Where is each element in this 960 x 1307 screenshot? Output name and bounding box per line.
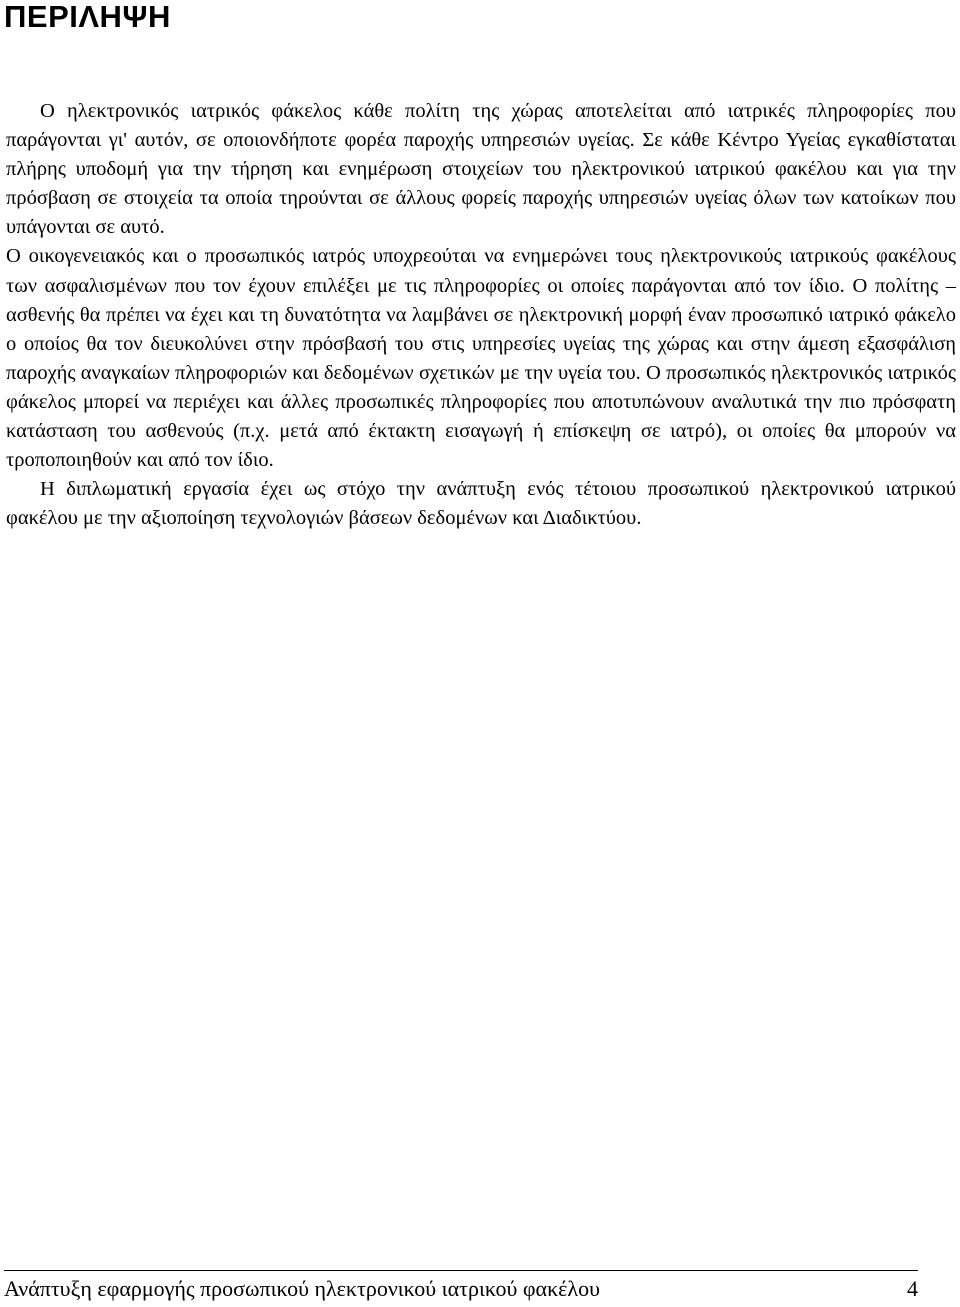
- paragraph-3: Η διπλωματική εργασία έχει ως στόχο την ανάπτυξη ενός τέτοιου προσωπικού ηλεκτρονικού ιατρικού φακέλου με την αξιοποίηση τεχνολογιών βάσεων δεδομένων και Διαδικτύου.: [6, 478, 956, 530]
- paragraph-1: Ο ηλεκτρονικός ιατρικός φάκελος κάθε πολίτη της χώρας αποτελείται από ιατρικές πληροφορίες που παράγονται γι' αυτόν, σε οποιονδήποτε φορέα παροχής υπηρεσιών υγείας. Σε κάθε Κέντρο Υγείας εγκαθίσταται πλήρης υποδομή για την τήρηση και ενημέρωση στοιχείων του ηλεκτρονικού ιατρικού φακέλου και για την πρόσβαση σε στοιχεία τα οποία τηρούνται σε άλλους φορείς παροχής υπηρεσιών υγείας όλων των κατοίκων που υπάγονται σε αυτό.: [6, 100, 956, 239]
- paragraph-2: Ο οικογενειακός και ο προσωπικός ιατρός υποχρεούται να ενημερώνει τους ηλεκτρονικούς ιατρικούς φακέλους των ασφαλισμένων που τον έχουν επιλέξει με τις πληροφορίες οι οποίες παράγονται από τον ίδιο. Ο πολίτης – ασθενής θα πρέπει να έχει και τη δυνατότητα να λαμβάνει σε ηλεκτρονική μορφή έναν προσωπικό ιατρικό φάκελο ο οποίος θα τον διευκολύνει στην πρόσβασή του στις υπηρεσίες υγείας της χώρας και στην άμεση εξασφάλιση παροχής αναγκαίων πληροφοριών και δεδομένων σχετικών με την υγεία του. Ο προσωπικός ηλεκτρονικός ιατρικός φάκελος μπορεί να περιέχει και άλλες προσωπικές πληροφορίες που αποτυπώνουν αναλυτικά την πιο πρόσφατη κατάσταση του ασθενούς (π.χ. μετά από έκτακτη εισαγωγή ή επίσκεψη σε ιατρό), οι οποίες θα μπορούν να τροποποιηθούν και από τον ίδιο.: [6, 245, 956, 472]
- abstract-body: [6, 97, 956, 533]
- footer-document-title: Ανάπτυξη εφαρμογής προσωπικού ηλεκτρονικού ιατρικού φακέλου: [4, 1276, 600, 1301]
- page-number: 4: [907, 1276, 918, 1301]
- page-title: ΠΕΡΙΛΗΨΗ: [4, 0, 171, 34]
- page-footer: [4, 1276, 918, 1302]
- footer-divider: [4, 1270, 918, 1271]
